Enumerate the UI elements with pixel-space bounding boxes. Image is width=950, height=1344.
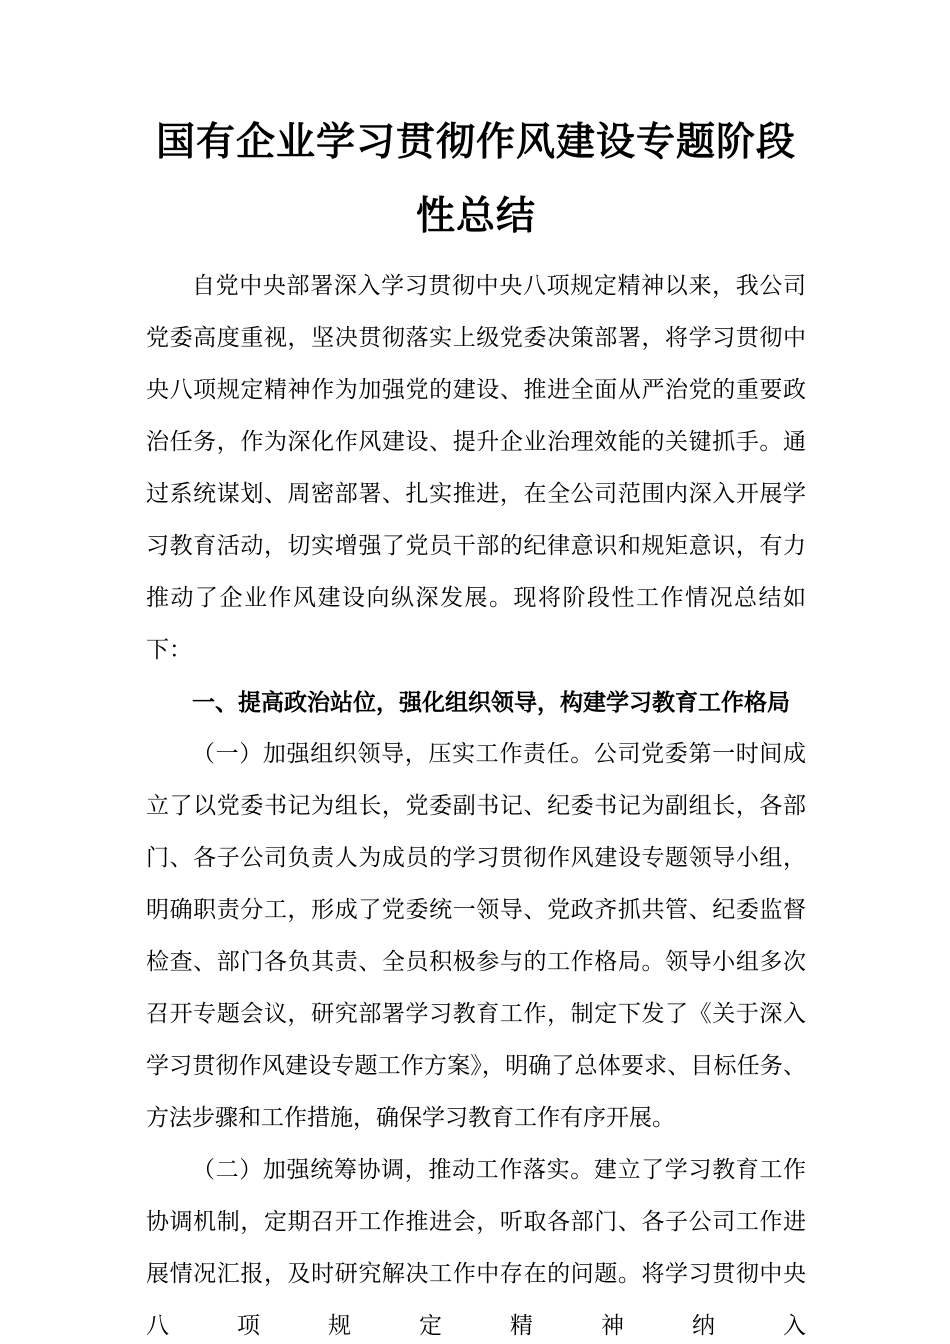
paragraph: （二）加强统筹协调，推动工作落实。建立了学习教育工作协调机制，定期召开工作推进会，听取各部门、各子公司工作进展情况汇报，及时研究解决工作中存在的问题。将学习贯彻中央八项规定精神纳入 bbox=[146, 1157, 807, 1338]
paragraph-lead-in: （一）加强组织领导，压实工作责任。 bbox=[192, 741, 594, 766]
document-body bbox=[146, 260, 806, 1344]
paragraph-lead-in: （二）加强统筹协调，推动工作落实。 bbox=[192, 1157, 594, 1182]
paragraph: （一）加强组织领导，压实工作责任。公司党委第一时间成立了以党委书记为组长，党委副书记、纪委书记为副组长，各部门、各子公司负责人为成员的学习贯彻作风建设专题领导小组，明确职责分工，形成了党委统一领导、党政齐抓共管、纪委监督检查、部门各负其责、全员积极参与的工作格局。领导小组多次召开专题会议，研究部署学习教育工作，制定下发了《关于深入学习贯彻作风建设专题工作方案》，明确了总体要求、目标任务、方法步骤和工作措施，确保学习教育工作有序开展。 bbox=[146, 741, 807, 1130]
section-heading: 一、提高政治站位，强化组织领导，构建学习教育工作格局 bbox=[192, 689, 790, 715]
document-title: 国有企业学习贯彻作风建设专题阶段性总结 bbox=[155, 121, 796, 238]
paragraph: 自党中央部署深入学习贯彻中央八项规定精神以来，我公司党委高度重视，坚决贯彻落实上级党委决策部署，将学习贯彻中央八项规定精神作为加强党的建设、推进全面从严治党的重要政治任务，作为深化作风建设、提升企业治理效能的关键抓手。通过系统谋划、周密部署、扎实推进，在全公司范围内深入开展学习教育活动，切实增强了党员干部的纪律意识和规矩意识，有力推动了企业作风建设向纵深发展。现将阶段性工作情况总结如下： bbox=[146, 273, 806, 662]
